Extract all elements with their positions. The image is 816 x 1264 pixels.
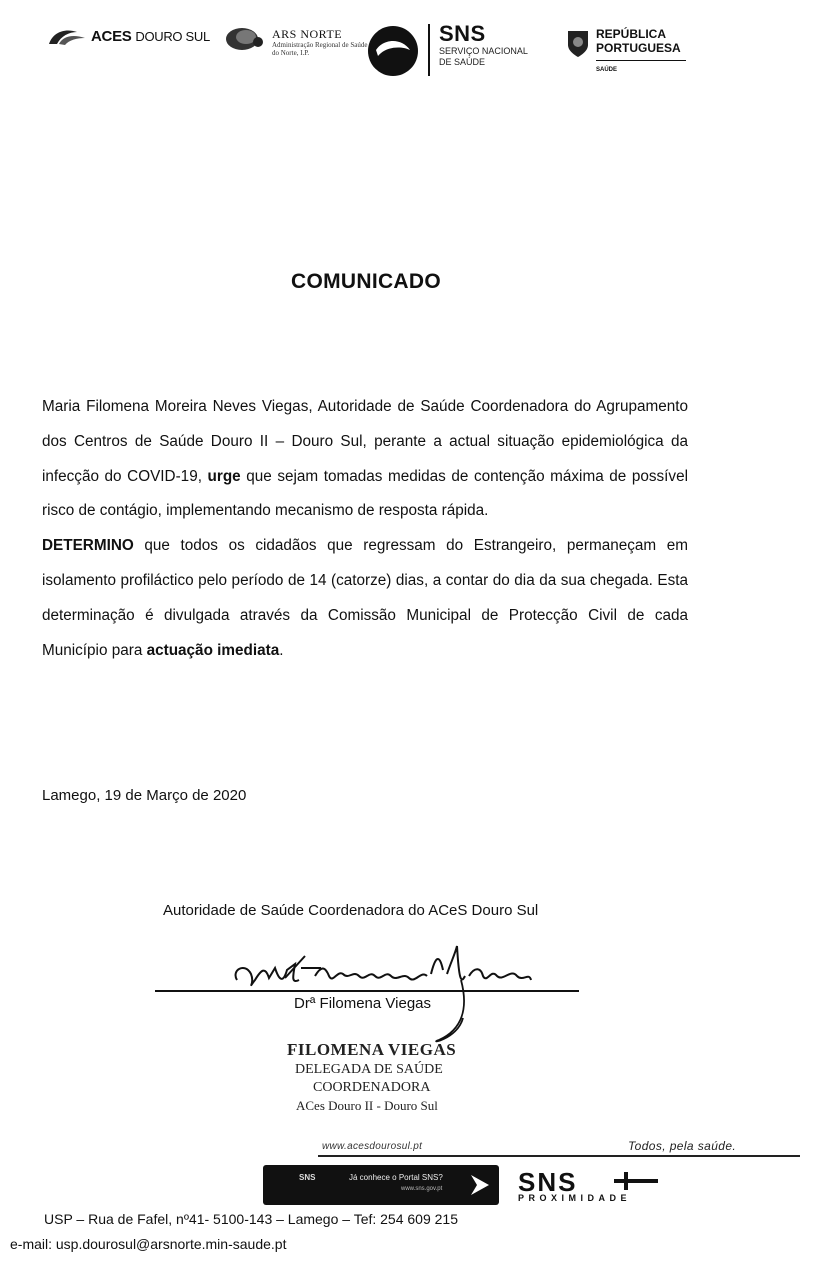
sns-logo-subtitle: SERVIÇO NACIONAL DE SAÚDE [439, 46, 528, 67]
sns-divider [428, 24, 430, 76]
header-logos [0, 0, 816, 90]
banner-url: www.sns.gov.pt [401, 1186, 443, 1192]
arrow-right-icon [467, 1173, 493, 1197]
stamp-name: FILOMENA VIEGAS [287, 1040, 457, 1059]
banner-sns-label: SNS [299, 1173, 316, 1182]
republica-emblem-icon [565, 27, 591, 59]
stamp-unit: ACes Douro II - Douro Sul [296, 1098, 438, 1113]
ars-norte-icon [222, 24, 266, 54]
document-date: Lamego, 19 de Março de 2020 [42, 787, 247, 804]
aces-logo-text: ACES DOURO SUL [91, 28, 210, 45]
sns-proximidade-title: SNS [518, 1167, 578, 1197]
communique-body [42, 390, 688, 668]
republica-subtitle: SAÚDE [596, 67, 618, 73]
signature-line [155, 990, 579, 992]
authority-title: Autoridade de Saúde Coordenadora do ACeS Douro Sul [163, 902, 539, 919]
footer-url: www.acesdourosul.pt [322, 1141, 423, 1152]
republica-logo-text: REPÚBLICA PORTUGUESA [596, 27, 681, 55]
footer-slogan: Todos, pela saúde. [628, 1139, 737, 1153]
sns-circle-icon [366, 24, 420, 78]
ars-norte-title: ARS NORTE [272, 27, 343, 41]
signatory-name: Drª Filomena Viegas [294, 995, 431, 1012]
paragraph-1: Maria Filomena Moreira Neves Viegas, Autoridade de Saúde Coordenadora do Agrupamento dos Centros de Saúde Douro II – Douro Sul, perante a actual situação epidemiológica da infecção do COVID-19, urge que sejam tomadas medidas de contenção máxima de possível risco de contágio, implementando mecanismo de resposta rápida. [42, 398, 688, 520]
stamp-role-2: COORDENADORA [313, 1080, 431, 1095]
proximidade-label: PROXIMIDADE [518, 1193, 632, 1203]
footer-address: USP – Rua de Fafel, nº41- 5100-143 – Lamego – Tef: 254 609 215 [44, 1211, 459, 1227]
paragraph-2: DETERMINO que todos os cidadãos que regressam do Estrangeiro, permaneçam em isolamento profiláctico pelo período de 14 (catorze) dias, a contar do dia da sua chegada. Esta determinação é divulgada através da Comissão Municipal de Protecção Civil de cada Município para actuação imediata. [42, 537, 688, 659]
portal-sns-banner [263, 1165, 499, 1205]
republica-underline [596, 60, 686, 61]
page-title: COMUNICADO [291, 270, 441, 293]
aces-swirl-icon [47, 26, 89, 48]
ars-norte-subtitle: Administração Regional de Saúde do Norte, I.P. [272, 41, 368, 57]
cross-plus-icon [604, 1170, 664, 1192]
sns-logo-title: SNS [439, 21, 486, 46]
banner-question: Já conhece o Portal SNS? [349, 1173, 443, 1182]
stamp-role: DELEGADA DE SAÚDE [295, 1062, 443, 1077]
footer-email: e-mail: usp.dourosul@arsnorte.min-saude.pt [10, 1236, 287, 1252]
footer-rule [318, 1155, 800, 1157]
